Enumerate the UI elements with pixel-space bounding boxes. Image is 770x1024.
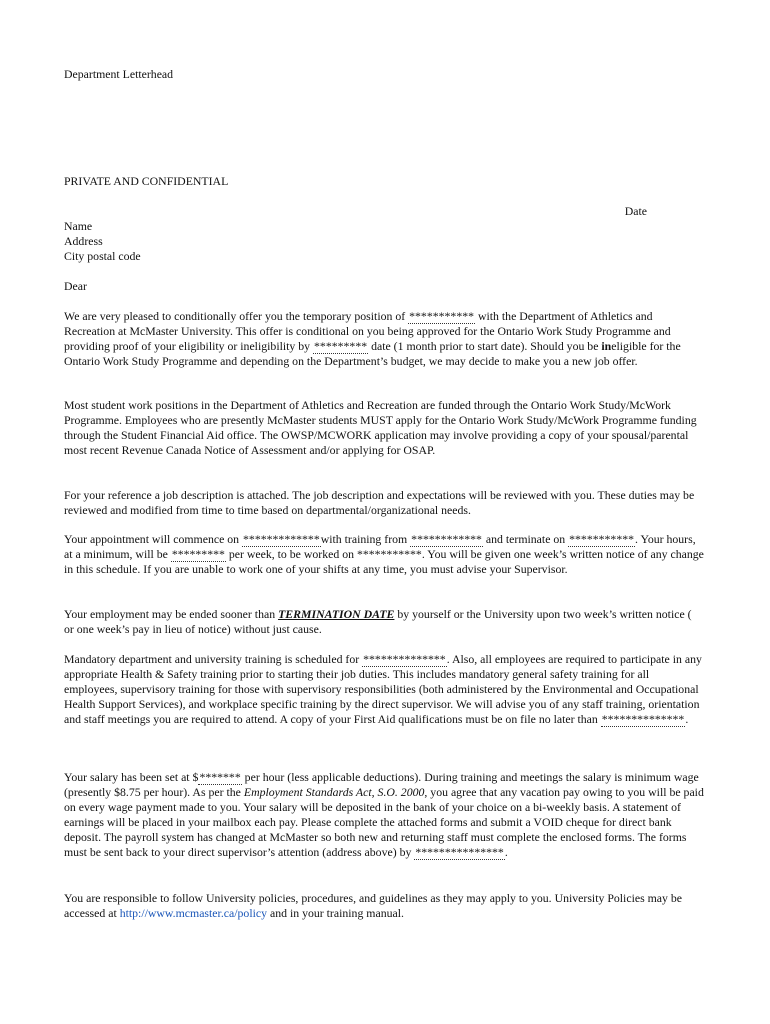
paragraph-policies: You are responsible to follow University policies, procedures, and guidelines as they may apply to you. University Policies may be accessed at http://www.mcmaster.ca/policy and in your training manual. [64,891,683,920]
paragraph-appointment: Your appointment will commence on *************with training from ************ and terminate on ***********. Your hours, at a minimum, will be ********* per week, to be worked on ***********. You will be given one week’s written notice of any change in this schedule. If you are unable to work one of your shifts at any time, you must advise your Supervisor. [64,532,704,576]
terminate-date-field[interactable]: *********** [569,532,635,546]
training-schedule-field[interactable]: ************** [363,652,446,666]
position-field[interactable]: *********** [409,309,475,323]
recipient-city: City postal code [64,249,141,263]
salutation: Dear [64,279,87,293]
recipient-block [64,219,704,264]
paragraph-work-study: Most student work positions in the Department of Athletics and Recreation are funded through the Ontario Work Study/McWork Programme. Employees who are presently McMaster students MUST apply for the Ontario Work Study/McWork Programme funding through the Student Financial Aid office. The OWSP/MCWORK application may involve providing a copy of your spousal/parental most recent Revenue Canada Notice of Assessment and/or applying for OSAP. [64,398,697,457]
termination-date-field[interactable]: TERMINATION DATE [278,607,395,621]
paragraph-offer: We are very pleased to conditionally offer you the temporary position of *********** with the Department of Athletics and Recreation at McMaster University. This offer is conditional on you being approved for the Ontario Work Study Programme and providing proof of your eligibility or ineligibility by ********* date (1 month prior to start date). Should you be ineligible for the Ontario Work Study Programme and depending on the Department’s budget, we may decide to make you a new job offer. [64,309,681,368]
recipient-name: Name [64,219,93,233]
paragraph-training: Mandatory department and university training is scheduled for **************. Also, all employees are required to participate in any appropriate Health & Safety training prior to starting their job duties. This includes mandatory general safety training for all employees, supervisory training for those with supervisory responsibilities (both administered by the Environmental and Occupational Health Support Services), and workplace specific training by the direct supervisor. We will advise you of any staff training, orientation and staff meetings you are required to attend. A copy of your First Aid qualifications must be on file no later than **************. [64,652,702,726]
paragraph-salary: Your salary has been set at $******* per hour (less applicable deductions). During training and meetings the salary is minimum wage (presently $8.75 per hour). As per the Employment Standards Act, S.O. 2000, you agree that any vacation pay owing to you will be paid on every wage payment made to you. Your salary will be deposited in the bank of your choice on a bi-weekly basis. A statement of earnings will be placed in your mailbox each pay. Please complete the attached forms and submit a VOID cheque for direct bank deposit. The payroll system has changed at McMaster so both new and returning staff must complete the enclosed forms. The forms must be sent back to your direct supervisor’s attention (address above) by ***************. [64,770,704,859]
policy-link[interactable]: http://www.mcmaster.ca/policy [119,906,268,920]
forms-due-date-field[interactable]: *************** [415,845,504,859]
first-aid-date-field[interactable]: ************** [601,712,685,726]
confidential-heading: PRIVATE AND CONFIDENTIAL [64,174,229,188]
hours-field[interactable]: ********* [171,547,225,561]
letter-date: Date [624,204,647,218]
paragraph-job-description: For your reference a job description is attached. The job description and expectations will be reviewed with you. These duties may be reviewed and modified from time to time based on departmental/organizational needs. [64,488,695,517]
training-from-field[interactable]: ************ [411,532,482,546]
salary-field[interactable]: ******* [199,770,241,784]
recipient-address: Address [64,234,103,248]
commence-date-field[interactable]: ************* [243,532,320,546]
department-letterhead: Department Letterhead [64,67,174,81]
paragraph-termination: Your employment may be ended sooner than TERMINATION DATE by yourself or the University upon two week’s written notice ( or one week’s pay in lieu of notice) without just cause. [64,607,692,636]
approval-date-field[interactable]: ********* [314,339,368,353]
